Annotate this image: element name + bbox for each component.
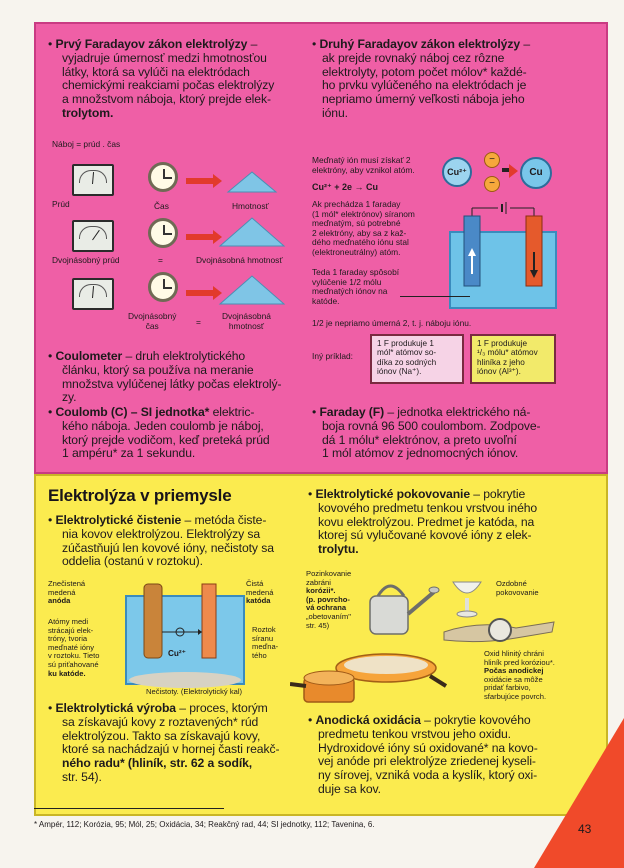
label-dvojnasobny-cas [128,312,176,331]
label-prud: Prúd [52,199,70,209]
copper-note [312,156,432,175]
coulometer-line: • Coulometer – druh elektrolytického [48,349,246,363]
production-line: • Elektrolytická výroba – proces, ktorým [48,701,268,715]
coulomb-line: kého náboja. Jeden coulomb je náboj, [62,418,264,433]
plating-line: kovu elektrolýzou. Predmet je katóda, na [318,514,535,529]
label-line: meďnaté ióny [48,642,95,652]
label-equals: = [196,317,201,327]
label-line: katóda [246,596,271,606]
label-line: anóda [48,596,71,606]
coulometer-line: zy. [62,390,77,405]
ammeter-icon [72,278,114,310]
label-line: „obetovaním" [306,611,351,621]
anodic-text: – pokrytie kovového [420,713,531,727]
label-dvojnasobna-hmotnost-b [222,312,271,331]
cleaning-line: nia kovov elektrolýzou. Elektrolýzy sa [62,526,261,541]
example-box-sodium [370,334,464,384]
cleaning-line: zúčastňujú len kovové ióny, nečistoty sa [62,540,274,555]
label-line: pridať farbivo, [484,683,531,693]
page-number: 43 [578,822,592,836]
box-line: 1 F produkuje [477,339,528,348]
faraday2-line: iónu. [322,105,348,120]
plating-line: • Elektrolytické pokovovanie – pokrytie [308,487,526,501]
faraday-unit-section [312,406,587,461]
production-line: sa získavajú kovy z roztavených* rúd [62,714,259,729]
anodic-line: vej anóde pri elektrolýze zriedenej kyseli- [318,754,536,769]
coulometer-line: množstva vylúčenej látky počas elektrolý- [62,376,282,391]
label-line: oxidácie sa môže [484,674,543,684]
label-line: sfarbujúce povrch. [484,691,547,701]
industry-heading: Elektrolýza v priemysle [48,486,232,505]
cu-ion-icon: Cu²⁺ [442,157,472,187]
coulomb-text: elektric- [209,405,255,419]
faraday1-title-line: • Prvý Faradayov zákon elektrolýzy – [48,37,258,51]
ammeter-icon [72,220,114,252]
faraday1-section [48,38,298,121]
anodic-line: predmetu tenkou vrstvou jeho oxidu. [318,726,511,741]
coulomb-line: • Coulomb (C) – SI jednotka* elektric- [48,405,255,419]
box-line: ¹/₃ mólu* atómov [477,348,538,358]
half-line: 1/2 je nepriamo úmerná 2, t. j. náboju iónu. [312,318,472,328]
label-line: medená [48,587,76,597]
label-hmotnost: Hmotnosť [232,201,269,211]
coulometer-line: článku, ktorý sa používa na meranie [62,362,254,377]
production-text: – proces, ktorým [175,701,268,715]
coulometer-text: – druh elektrolytického [125,349,246,363]
cu-ion-label: Cu²⁺ [168,649,186,658]
note-line: dého meďnatého iónu stal [312,237,409,248]
cleaning-title: Elektrolytické čistenie [55,513,182,527]
coulometer-title: Coulometer [55,349,123,363]
pans-illustration [290,644,448,710]
label-line: ku katóde. [48,668,86,678]
coulomb-line: ktorý prejde vodičom, keď preteká prúd [62,432,270,447]
label-line: korózii*. [306,586,336,596]
label-line: hliník pred koróziou*. [484,657,555,667]
box-line: iónov (Na⁺). [377,367,422,377]
coulomb-section [48,406,298,461]
cleaning-section [48,514,298,569]
arrow-icon [186,234,214,240]
example-box-aluminium [470,334,556,384]
note-line: Ak prechádza 1 faraday [312,199,401,209]
footnote: * Ampér, 112; Korózia, 95; Mól, 25; Oxidácia, 34; Reakčný rad, 44; SI jednotky, 112; Tavenina, 6. [34,820,375,829]
pointer-line [400,296,470,297]
label-dvojnasobna-hmotnost: Dvojnásobná hmotnosť [196,255,283,265]
box-line: díka zo sodných [377,357,437,367]
faraday-unit-line: • Faraday (F) – jednotka elektrického ná- [312,405,531,419]
production-section [48,702,298,785]
faraday1-line: a množstvom náboja, ktorý prejde elek- [62,92,271,107]
faraday-unit-line: 1 mól atómov z jednomocných iónov. [322,446,519,461]
faraday2-line: ak prejde rovnaký náboj cez rôzne [322,50,505,65]
label-line: Roztok [252,625,276,634]
powder-pile-icon [218,272,286,306]
faraday1-line: chemickými reakciami počas elektrolýzy [62,78,275,93]
label-line: zabráni [306,577,331,587]
label-dvojnasobny-prud: Dvojnásobný prúd [52,255,120,265]
label-ozdobne [496,580,539,597]
coulomb-line: 1 ampéru* za 1 sekundu. [62,446,196,461]
watch-illustration [440,612,558,646]
label-line: síranu [252,633,274,643]
plating-line: kovového predmetu tenkou vrstvou iného [318,500,538,515]
box-line: 1 F produkuje 1 [377,339,434,348]
faraday1-line: trolytom. [62,105,114,120]
label-line: čas [145,320,159,331]
faraday1-title: Prvý Faradayov zákon elektrolýzy [55,37,248,51]
anodic-title: Anodická oxidácia [315,713,421,727]
label-line: Pozinkovanie [306,569,352,578]
clock-icon [148,272,178,302]
footnote-rule [34,808,224,809]
anodic-line: Hydroxidové ióny sú oxidované* na kovo- [318,740,538,755]
label-line: hmotnosť [228,320,265,331]
label-line: tróny, tvoria [48,634,88,644]
label-katoda [246,580,273,606]
note-line: vylúčenie 1/2 mólu [312,276,382,287]
plating-text: – pokrytie [470,487,526,501]
production-line: ktoré sa nachádzajú v hornej časti reakč- [62,742,280,757]
label-line: tého [252,650,267,660]
cleaning-line: • Elektrolytické čistenie – metóda čiste- [48,513,267,527]
note-line: (elektroneutrálny) atóm. [312,246,401,257]
label-cas: Čas [154,201,169,211]
box-line: hliníka z jeho [477,357,525,367]
faraday-unit-text: – jednotka elektrického ná- [384,405,531,419]
cleaning-line: oddelia (ostanú v roztoku). [62,554,203,569]
coulometer-section [48,350,298,405]
powder-pile-icon [226,168,278,194]
faraday2-section [312,38,587,121]
plating-title: Elektrolytické pokovovanie [315,487,470,501]
label-line: strácajú elek- [48,625,94,635]
note-line: Teda 1 faraday spôsobí [312,267,400,277]
label-oxid [484,650,555,702]
anodic-line: • Anodická oxidácia – pokrytie kovového [308,713,531,727]
label-line: Dvojnásobná [222,311,271,321]
label-line: Ozdobné [496,579,527,588]
faraday1-line: vyjadruje úmernosť medzi hmotnosťou [62,50,267,65]
refining-cell-diagram [122,580,248,688]
box-line: mól* atómov so- [377,348,437,358]
label-line: Čistá [246,579,264,588]
coulomb-title: Coulomb (C) – SI jednotka* [55,405,210,419]
production-line: str. 54). [62,769,102,784]
anodic-line: duje sa kov. [318,781,381,796]
label-line: v roztoku. Tieto [48,651,100,661]
page-corner-triangle [534,718,624,868]
label-line: Dvojnásobný [128,311,177,321]
faraday-unit-line: boja rovná 96 500 coulombom. Zodpove- [322,418,541,433]
label-line: Oxid hlinitý chráni [484,649,544,658]
note-line: meďnatých iónov na [312,286,388,297]
label-line: pokovovanie [496,587,539,597]
faraday-unit-line: dá 1 mólu* elektrónov, a preto uvoľní [322,432,517,447]
note-line: katóde. [312,295,340,306]
note-half [312,268,422,306]
faraday2-line: ho prvku vylúčeného na elektródach je [322,78,527,93]
label-line: Počas anodickej [484,666,544,676]
clock-icon [148,162,178,192]
arrow-icon [186,290,214,296]
arrow-icon [502,168,510,172]
cleaning-text: – metóda čiste- [181,513,267,527]
label-necistoty: Nečistoty. (Elektrolytický kal) [146,687,243,696]
label-anoda [48,580,85,606]
electron-icon: − [484,176,500,192]
label-pozinkovanie [306,570,351,630]
production-line: elektrolýzou. Takto sa získavajú kovy, [62,728,261,743]
electron-icon: − [484,152,500,168]
clock-icon [148,218,178,248]
faraday-unit-title: Faraday (F) [319,405,385,419]
note-line: meďnatým, sú potrebné [312,218,401,229]
label-line: meďna- [252,642,279,652]
plating-line: trolytu. [318,542,359,557]
label-line: vá ochrana [306,603,347,613]
charge-formula: Náboj = prúd . čas [52,139,121,149]
copper-equation: Cu²⁺ + 2e → Cu [312,182,379,192]
cu-atom-icon: Cu [520,157,552,189]
ammeter-icon [72,164,114,196]
powder-pile-icon [218,214,286,248]
watering-can-illustration [360,574,440,638]
plating-line: ktorej sú vylučované kovové ióny z elek- [318,528,532,543]
faraday2-line: elektrolyty, potom počet mólov* každé- [322,64,527,79]
faraday2-line: nepriamo úmerný veľkosti náboja jeho [322,92,525,107]
label-line: (p. povrcho- [306,594,350,604]
anodic-line: ny sírovej, vzniká voda a kyslík, ktorý oxi- [318,768,538,783]
note-1faraday [312,200,440,258]
faraday2-title: Druhý Faradayov zákon elektrolýzy [319,37,521,51]
plating-section [308,488,588,557]
faraday2-title-line: • Druhý Faradayov zákon elektrolýzy – [312,37,531,51]
arrow-icon [186,178,214,184]
faraday1-line: látky, ktorá sa vylúči na elektródach [62,64,250,79]
example-label: Iný príklad: [312,351,353,361]
production-line: ného radu* (hliník, str. 62 a sodík, [62,756,253,771]
label-line: str. 45) [306,620,330,630]
note-line: Meďnatý ión musí získať 2 [312,155,411,165]
label-atomy [48,618,100,678]
label-line: medená [246,587,274,597]
label-equals: = [158,255,163,265]
label-roztok [252,626,278,660]
note-line: elektróny, aby vznikol atóm. [312,164,415,175]
box-line: iónov (Al³⁺). [477,367,521,377]
note-line: (1 mól* elektrónov) síranom [312,208,415,219]
note-line: 2 elektróny, aby sa z kaž- [312,227,407,238]
label-line: Znečistená [48,579,86,588]
production-title: Elektrolytická výroba [55,701,176,715]
label-line: sú priťahované [48,659,99,669]
label-line: Atómy medi [48,617,89,626]
